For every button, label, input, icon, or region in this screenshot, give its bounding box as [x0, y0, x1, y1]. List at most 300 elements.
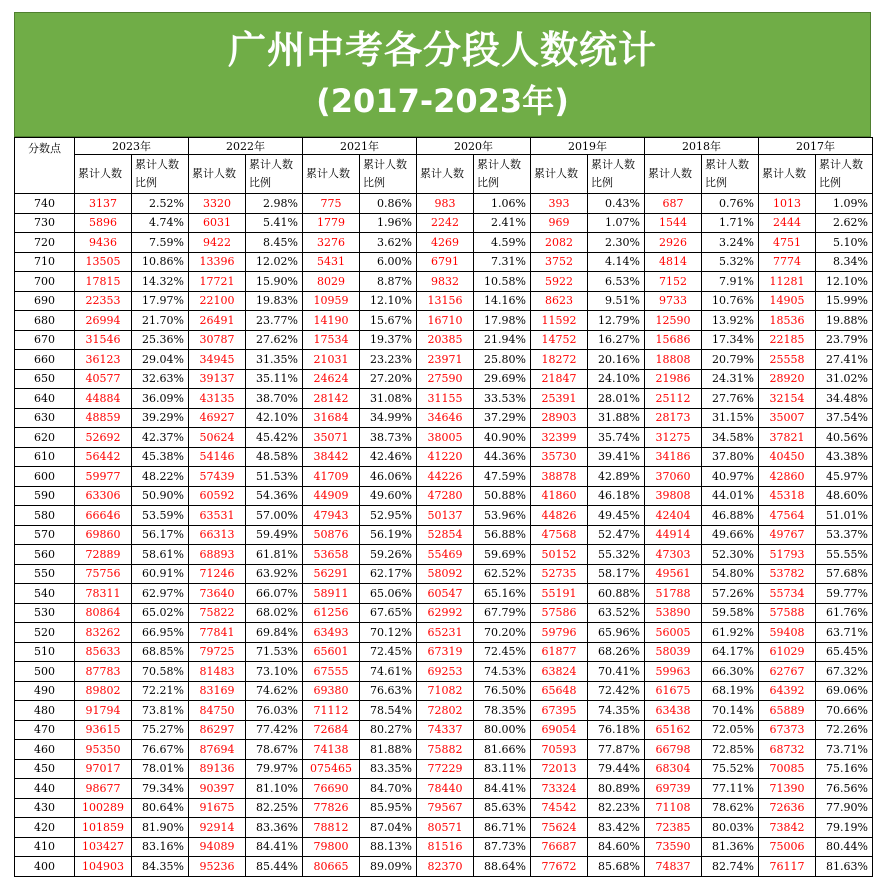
cumulative-ratio-cell: 59.77% — [816, 584, 873, 604]
cumulative-count-cell: 78812 — [303, 818, 360, 838]
cumulative-ratio-cell: 75.27% — [132, 720, 189, 740]
cumulative-ratio-cell: 72.85% — [702, 740, 759, 760]
year-header: 2019年 — [531, 138, 645, 155]
cumulative-count-cell: 60592 — [189, 486, 246, 506]
cumulative-count-cell: 9733 — [645, 291, 702, 311]
cumulative-ratio-cell: 57.68% — [816, 564, 873, 584]
cumulative-count-cell: 52692 — [75, 428, 132, 448]
cumulative-count-header: 累计人数 — [303, 155, 360, 194]
table-title: 广州中考各分段人数统计 — [227, 27, 657, 72]
cumulative-ratio-cell: 4.59% — [474, 233, 531, 253]
score-cell: 530 — [15, 603, 75, 623]
cumulative-count-cell: 100289 — [75, 798, 132, 818]
cumulative-ratio-cell: 61.92% — [702, 623, 759, 643]
cumulative-count-cell: 44914 — [645, 525, 702, 545]
cumulative-count-cell: 57588 — [759, 603, 816, 623]
cumulative-count-cell: 1544 — [645, 213, 702, 233]
cumulative-ratio-cell: 1.09% — [816, 194, 873, 214]
cumulative-count-cell: 50152 — [531, 545, 588, 565]
cumulative-count-cell: 58039 — [645, 642, 702, 662]
cumulative-ratio-cell: 52.30% — [702, 545, 759, 565]
cumulative-count-cell: 393 — [531, 194, 588, 214]
spreadsheet — [14, 12, 871, 877]
cumulative-count-cell: 80571 — [417, 818, 474, 838]
cumulative-count-cell: 65889 — [759, 701, 816, 721]
cumulative-ratio-cell: 0.76% — [702, 194, 759, 214]
score-cell: 680 — [15, 311, 75, 331]
cumulative-count-cell: 72889 — [75, 545, 132, 565]
cumulative-ratio-cell: 44.01% — [702, 486, 759, 506]
cumulative-ratio-cell: 10.86% — [132, 252, 189, 272]
cumulative-count-cell: 075465 — [303, 759, 360, 779]
score-cell: 450 — [15, 759, 75, 779]
cumulative-ratio-cell: 85.44% — [246, 857, 303, 877]
cumulative-count-cell: 58092 — [417, 564, 474, 584]
cumulative-ratio-cell: 15.90% — [246, 272, 303, 292]
cumulative-count-cell: 77841 — [189, 623, 246, 643]
cumulative-count-cell: 71112 — [303, 701, 360, 721]
cumulative-ratio-cell: 53.96% — [474, 506, 531, 526]
cumulative-ratio-cell: 81.63% — [816, 857, 873, 877]
cumulative-count-cell: 28903 — [531, 408, 588, 428]
cumulative-count-cell: 18536 — [759, 311, 816, 331]
cumulative-count-cell: 40577 — [75, 369, 132, 389]
cumulative-count-cell: 83169 — [189, 681, 246, 701]
cumulative-count-cell: 2444 — [759, 213, 816, 233]
table-row — [15, 272, 873, 292]
cumulative-ratio-header: 累计人数比例 — [588, 155, 645, 194]
cumulative-count-cell: 74837 — [645, 857, 702, 877]
cumulative-count-cell: 56291 — [303, 564, 360, 584]
cumulative-ratio-cell: 69.84% — [246, 623, 303, 643]
cumulative-count-cell: 15686 — [645, 330, 702, 350]
cumulative-count-cell: 31546 — [75, 330, 132, 350]
cumulative-count-cell: 23971 — [417, 350, 474, 370]
cumulative-count-header: 累计人数 — [759, 155, 816, 194]
cumulative-count-cell: 65601 — [303, 642, 360, 662]
cumulative-count-cell: 3276 — [303, 233, 360, 253]
cumulative-count-cell: 37060 — [645, 467, 702, 487]
cumulative-count-cell: 73640 — [189, 584, 246, 604]
cumulative-count-cell: 61877 — [531, 642, 588, 662]
cumulative-count-cell: 72013 — [531, 759, 588, 779]
cumulative-count-cell: 61675 — [645, 681, 702, 701]
cumulative-ratio-cell: 76.63% — [360, 681, 417, 701]
cumulative-ratio-cell: 2.41% — [474, 213, 531, 233]
cumulative-count-cell: 57439 — [189, 467, 246, 487]
cumulative-count-cell: 50624 — [189, 428, 246, 448]
cumulative-count-cell: 26994 — [75, 311, 132, 331]
cumulative-ratio-cell: 2.52% — [132, 194, 189, 214]
cumulative-ratio-cell: 66.30% — [702, 662, 759, 682]
cumulative-ratio-cell: 76.03% — [246, 701, 303, 721]
cumulative-ratio-cell: 45.42% — [246, 428, 303, 448]
cumulative-ratio-cell: 14.16% — [474, 291, 531, 311]
cumulative-count-cell: 49561 — [645, 564, 702, 584]
cumulative-count-cell: 35007 — [759, 408, 816, 428]
table-row — [15, 720, 873, 740]
cumulative-ratio-cell: 59.26% — [360, 545, 417, 565]
cumulative-ratio-cell: 16.27% — [588, 330, 645, 350]
cumulative-ratio-cell: 1.71% — [702, 213, 759, 233]
cumulative-ratio-cell: 66.95% — [132, 623, 189, 643]
score-cell: 430 — [15, 798, 75, 818]
cumulative-ratio-cell: 31.35% — [246, 350, 303, 370]
cumulative-count-cell: 90397 — [189, 779, 246, 799]
cumulative-ratio-cell: 67.65% — [360, 603, 417, 623]
cumulative-count-cell: 39137 — [189, 369, 246, 389]
cumulative-ratio-cell: 50.90% — [132, 486, 189, 506]
table-row — [15, 779, 873, 799]
cumulative-count-cell: 44909 — [303, 486, 360, 506]
cumulative-ratio-cell: 56.88% — [474, 525, 531, 545]
cumulative-count-cell: 63306 — [75, 486, 132, 506]
cumulative-ratio-header: 累计人数比例 — [132, 155, 189, 194]
score-cell: 410 — [15, 837, 75, 857]
cumulative-count-cell: 65231 — [417, 623, 474, 643]
cumulative-count-cell: 34646 — [417, 408, 474, 428]
cumulative-count-cell: 55191 — [531, 584, 588, 604]
cumulative-ratio-cell: 56.19% — [360, 525, 417, 545]
cumulative-count-cell: 37821 — [759, 428, 816, 448]
cumulative-ratio-cell: 85.95% — [360, 798, 417, 818]
cumulative-ratio-cell: 27.76% — [702, 389, 759, 409]
cumulative-ratio-cell: 48.58% — [246, 447, 303, 467]
table-row — [15, 330, 873, 350]
cumulative-ratio-cell: 33.53% — [474, 389, 531, 409]
cumulative-ratio-cell: 74.35% — [588, 701, 645, 721]
cumulative-ratio-cell: 72.45% — [474, 642, 531, 662]
cumulative-count-cell: 983 — [417, 194, 474, 214]
cumulative-count-cell: 55469 — [417, 545, 474, 565]
cumulative-count-cell: 54146 — [189, 447, 246, 467]
cumulative-ratio-cell: 75.16% — [816, 759, 873, 779]
cumulative-ratio-cell: 6.00% — [360, 252, 417, 272]
cumulative-ratio-cell: 49.66% — [702, 525, 759, 545]
cumulative-count-header: 累计人数 — [189, 155, 246, 194]
cumulative-count-cell: 1013 — [759, 194, 816, 214]
cumulative-count-cell: 25391 — [531, 389, 588, 409]
cumulative-ratio-cell: 88.13% — [360, 837, 417, 857]
cumulative-ratio-cell: 78.62% — [702, 798, 759, 818]
cumulative-count-cell: 14190 — [303, 311, 360, 331]
table-subtitle: (2017-2023年) — [316, 81, 569, 120]
score-cell: 420 — [15, 818, 75, 838]
cumulative-count-cell: 32399 — [531, 428, 588, 448]
cumulative-ratio-cell: 84.41% — [474, 779, 531, 799]
cumulative-ratio-cell: 38.73% — [360, 428, 417, 448]
cumulative-ratio-cell: 77.11% — [702, 779, 759, 799]
cumulative-ratio-cell: 57.26% — [702, 584, 759, 604]
cumulative-count-cell: 69860 — [75, 525, 132, 545]
cumulative-ratio-cell: 2.62% — [816, 213, 873, 233]
table-row — [15, 389, 873, 409]
cumulative-ratio-cell: 60.88% — [588, 584, 645, 604]
cumulative-ratio-cell: 0.86% — [360, 194, 417, 214]
cumulative-count-cell: 77826 — [303, 798, 360, 818]
cumulative-ratio-cell: 67.32% — [816, 662, 873, 682]
cumulative-ratio-cell: 87.04% — [360, 818, 417, 838]
cumulative-ratio-cell: 79.34% — [132, 779, 189, 799]
cumulative-count-cell: 59408 — [759, 623, 816, 643]
score-cell: 700 — [15, 272, 75, 292]
year-header: 2018年 — [645, 138, 759, 155]
cumulative-count-cell: 69739 — [645, 779, 702, 799]
cumulative-ratio-cell: 65.96% — [588, 623, 645, 643]
cumulative-ratio-cell: 88.64% — [474, 857, 531, 877]
cumulative-count-cell: 8029 — [303, 272, 360, 292]
cumulative-ratio-cell: 1.96% — [360, 213, 417, 233]
cumulative-count-cell: 70593 — [531, 740, 588, 760]
cumulative-ratio-cell: 81.88% — [360, 740, 417, 760]
cumulative-count-cell: 77672 — [531, 857, 588, 877]
cumulative-ratio-cell: 52.47% — [588, 525, 645, 545]
cumulative-ratio-header: 累计人数比例 — [474, 155, 531, 194]
table-row — [15, 662, 873, 682]
cumulative-count-cell: 50876 — [303, 525, 360, 545]
cumulative-ratio-cell: 31.02% — [816, 369, 873, 389]
cumulative-count-cell: 101859 — [75, 818, 132, 838]
year-header: 2022年 — [189, 138, 303, 155]
score-cell: 590 — [15, 486, 75, 506]
table-row — [15, 545, 873, 565]
cumulative-count-cell: 38442 — [303, 447, 360, 467]
cumulative-count-cell: 59977 — [75, 467, 132, 487]
cumulative-ratio-cell: 42.37% — [132, 428, 189, 448]
cumulative-ratio-cell: 53.59% — [132, 506, 189, 526]
cumulative-ratio-cell: 53.37% — [816, 525, 873, 545]
cumulative-count-cell: 34945 — [189, 350, 246, 370]
table-row — [15, 857, 873, 877]
cumulative-ratio-cell: 73.10% — [246, 662, 303, 682]
cumulative-ratio-cell: 10.76% — [702, 291, 759, 311]
cumulative-count-cell: 38878 — [531, 467, 588, 487]
cumulative-ratio-header: 累计人数比例 — [246, 155, 303, 194]
table-row — [15, 506, 873, 526]
cumulative-ratio-cell: 45.38% — [132, 447, 189, 467]
cumulative-count-cell: 78440 — [417, 779, 474, 799]
cumulative-ratio-cell: 72.42% — [588, 681, 645, 701]
cumulative-ratio-cell: 62.97% — [132, 584, 189, 604]
cumulative-ratio-cell: 77.42% — [246, 720, 303, 740]
cumulative-count-cell: 86297 — [189, 720, 246, 740]
cumulative-ratio-cell: 65.06% — [360, 584, 417, 604]
cumulative-count-cell: 775 — [303, 194, 360, 214]
score-cell: 610 — [15, 447, 75, 467]
cumulative-count-cell: 71246 — [189, 564, 246, 584]
cumulative-ratio-cell: 38.70% — [246, 389, 303, 409]
cumulative-count-cell: 9832 — [417, 272, 474, 292]
cumulative-count-cell: 10959 — [303, 291, 360, 311]
cumulative-count-cell: 60547 — [417, 584, 474, 604]
cumulative-ratio-cell: 7.91% — [702, 272, 759, 292]
score-cell: 480 — [15, 701, 75, 721]
cumulative-count-cell: 13156 — [417, 291, 474, 311]
table-row — [15, 486, 873, 506]
cumulative-ratio-cell: 70.41% — [588, 662, 645, 682]
cumulative-count-cell: 49767 — [759, 525, 816, 545]
cumulative-count-cell: 75882 — [417, 740, 474, 760]
cumulative-ratio-cell: 78.54% — [360, 701, 417, 721]
cumulative-count-cell: 30787 — [189, 330, 246, 350]
cumulative-count-cell: 25558 — [759, 350, 816, 370]
cumulative-ratio-cell: 65.16% — [474, 584, 531, 604]
cumulative-ratio-cell: 80.64% — [132, 798, 189, 818]
score-cell: 560 — [15, 545, 75, 565]
cumulative-ratio-cell: 79.97% — [246, 759, 303, 779]
cumulative-ratio-cell: 15.67% — [360, 311, 417, 331]
cumulative-ratio-cell: 8.34% — [816, 252, 873, 272]
cumulative-ratio-cell: 70.58% — [132, 662, 189, 682]
cumulative-count-cell: 71108 — [645, 798, 702, 818]
cumulative-ratio-cell: 13.92% — [702, 311, 759, 331]
cumulative-ratio-cell: 21.70% — [132, 311, 189, 331]
cumulative-count-cell: 44826 — [531, 506, 588, 526]
cumulative-count-cell: 7774 — [759, 252, 816, 272]
score-cell: 500 — [15, 662, 75, 682]
cumulative-count-cell: 969 — [531, 213, 588, 233]
year-header: 2017年 — [759, 138, 873, 155]
cumulative-count-cell: 53782 — [759, 564, 816, 584]
cumulative-count-cell: 4269 — [417, 233, 474, 253]
cumulative-count-cell: 78311 — [75, 584, 132, 604]
cumulative-count-cell: 56005 — [645, 623, 702, 643]
cumulative-ratio-cell: 57.00% — [246, 506, 303, 526]
cumulative-ratio-cell: 44.36% — [474, 447, 531, 467]
cumulative-ratio-cell: 54.80% — [702, 564, 759, 584]
cumulative-count-header: 累计人数 — [645, 155, 702, 194]
cumulative-count-cell: 52735 — [531, 564, 588, 584]
cumulative-ratio-cell: 84.60% — [588, 837, 645, 857]
cumulative-ratio-cell: 39.41% — [588, 447, 645, 467]
cumulative-count-cell: 43135 — [189, 389, 246, 409]
year-header: 2023年 — [75, 138, 189, 155]
cumulative-count-cell: 2926 — [645, 233, 702, 253]
cumulative-ratio-cell: 32.63% — [132, 369, 189, 389]
cumulative-ratio-cell: 31.88% — [588, 408, 645, 428]
cumulative-count-cell: 34186 — [645, 447, 702, 467]
cumulative-count-cell: 16710 — [417, 311, 474, 331]
cumulative-count-cell: 42404 — [645, 506, 702, 526]
table-row — [15, 701, 873, 721]
cumulative-ratio-header: 累计人数比例 — [702, 155, 759, 194]
cumulative-ratio-cell: 59.69% — [474, 545, 531, 565]
cumulative-ratio-cell: 12.10% — [360, 291, 417, 311]
cumulative-count-cell: 687 — [645, 194, 702, 214]
cumulative-count-cell: 76687 — [531, 837, 588, 857]
cumulative-ratio-cell: 23.77% — [246, 311, 303, 331]
cumulative-count-cell: 93615 — [75, 720, 132, 740]
cumulative-ratio-cell: 40.97% — [702, 467, 759, 487]
cumulative-ratio-cell: 64.17% — [702, 642, 759, 662]
cumulative-ratio-cell: 48.22% — [132, 467, 189, 487]
cumulative-count-header: 累计人数 — [417, 155, 474, 194]
cumulative-count-cell: 28142 — [303, 389, 360, 409]
cumulative-count-cell: 95350 — [75, 740, 132, 760]
cumulative-ratio-cell: 89.09% — [360, 857, 417, 877]
cumulative-count-cell: 80864 — [75, 603, 132, 623]
cumulative-ratio-cell: 12.10% — [816, 272, 873, 292]
cumulative-count-cell: 47564 — [759, 506, 816, 526]
cumulative-count-cell: 47943 — [303, 506, 360, 526]
cumulative-ratio-cell: 1.06% — [474, 194, 531, 214]
cumulative-ratio-cell: 79.19% — [816, 818, 873, 838]
cumulative-count-cell: 69380 — [303, 681, 360, 701]
cumulative-ratio-cell: 46.18% — [588, 486, 645, 506]
cumulative-count-cell: 79725 — [189, 642, 246, 662]
cumulative-ratio-cell: 70.20% — [474, 623, 531, 643]
cumulative-ratio-cell: 9.51% — [588, 291, 645, 311]
cumulative-ratio-cell: 49.60% — [360, 486, 417, 506]
cumulative-ratio-cell: 10.58% — [474, 272, 531, 292]
score-cell: 580 — [15, 506, 75, 526]
cumulative-ratio-cell: 68.85% — [132, 642, 189, 662]
cumulative-ratio-cell: 76.50% — [474, 681, 531, 701]
cumulative-ratio-cell: 5.32% — [702, 252, 759, 272]
cumulative-ratio-cell: 34.99% — [360, 408, 417, 428]
cumulative-ratio-cell: 62.52% — [474, 564, 531, 584]
table-row — [15, 467, 873, 487]
cumulative-count-cell: 87783 — [75, 662, 132, 682]
cumulative-ratio-cell: 42.89% — [588, 467, 645, 487]
cumulative-ratio-cell: 83.11% — [474, 759, 531, 779]
cumulative-ratio-cell: 5.10% — [816, 233, 873, 253]
cumulative-count-cell: 47568 — [531, 525, 588, 545]
score-cell: 470 — [15, 720, 75, 740]
cumulative-count-cell: 41220 — [417, 447, 474, 467]
cumulative-count-cell: 71390 — [759, 779, 816, 799]
table-row — [15, 311, 873, 331]
cumulative-ratio-cell: 69.06% — [816, 681, 873, 701]
cumulative-count-cell: 82370 — [417, 857, 474, 877]
cumulative-ratio-cell: 51.01% — [816, 506, 873, 526]
cumulative-count-cell: 21986 — [645, 369, 702, 389]
cumulative-count-cell: 22100 — [189, 291, 246, 311]
cumulative-count-cell: 68893 — [189, 545, 246, 565]
cumulative-count-cell: 83262 — [75, 623, 132, 643]
cumulative-count-cell: 47280 — [417, 486, 474, 506]
cumulative-count-cell: 14905 — [759, 291, 816, 311]
score-cell: 720 — [15, 233, 75, 253]
score-distribution-table — [14, 137, 873, 877]
cumulative-ratio-cell: 19.88% — [816, 311, 873, 331]
cumulative-count-cell: 12590 — [645, 311, 702, 331]
cumulative-ratio-cell: 59.58% — [702, 603, 759, 623]
cumulative-ratio-cell: 27.62% — [246, 330, 303, 350]
cumulative-ratio-cell: 83.16% — [132, 837, 189, 857]
cumulative-count-cell: 51788 — [645, 584, 702, 604]
cumulative-ratio-cell: 59.49% — [246, 525, 303, 545]
cumulative-ratio-cell: 72.45% — [360, 642, 417, 662]
title-banner — [14, 12, 871, 137]
cumulative-ratio-cell: 72.26% — [816, 720, 873, 740]
cumulative-ratio-cell: 68.26% — [588, 642, 645, 662]
cumulative-count-cell: 3137 — [75, 194, 132, 214]
cumulative-ratio-cell: 63.71% — [816, 623, 873, 643]
cumulative-count-cell: 5431 — [303, 252, 360, 272]
score-cell: 650 — [15, 369, 75, 389]
cumulative-count-cell: 31684 — [303, 408, 360, 428]
cumulative-ratio-cell: 4.74% — [132, 213, 189, 233]
cumulative-count-cell: 91794 — [75, 701, 132, 721]
cumulative-ratio-cell: 83.35% — [360, 759, 417, 779]
cumulative-ratio-cell: 45.97% — [816, 467, 873, 487]
cumulative-ratio-cell: 25.80% — [474, 350, 531, 370]
cumulative-count-cell: 11592 — [531, 311, 588, 331]
cumulative-count-cell: 39808 — [645, 486, 702, 506]
cumulative-ratio-cell: 86.71% — [474, 818, 531, 838]
cumulative-count-cell: 6031 — [189, 213, 246, 233]
